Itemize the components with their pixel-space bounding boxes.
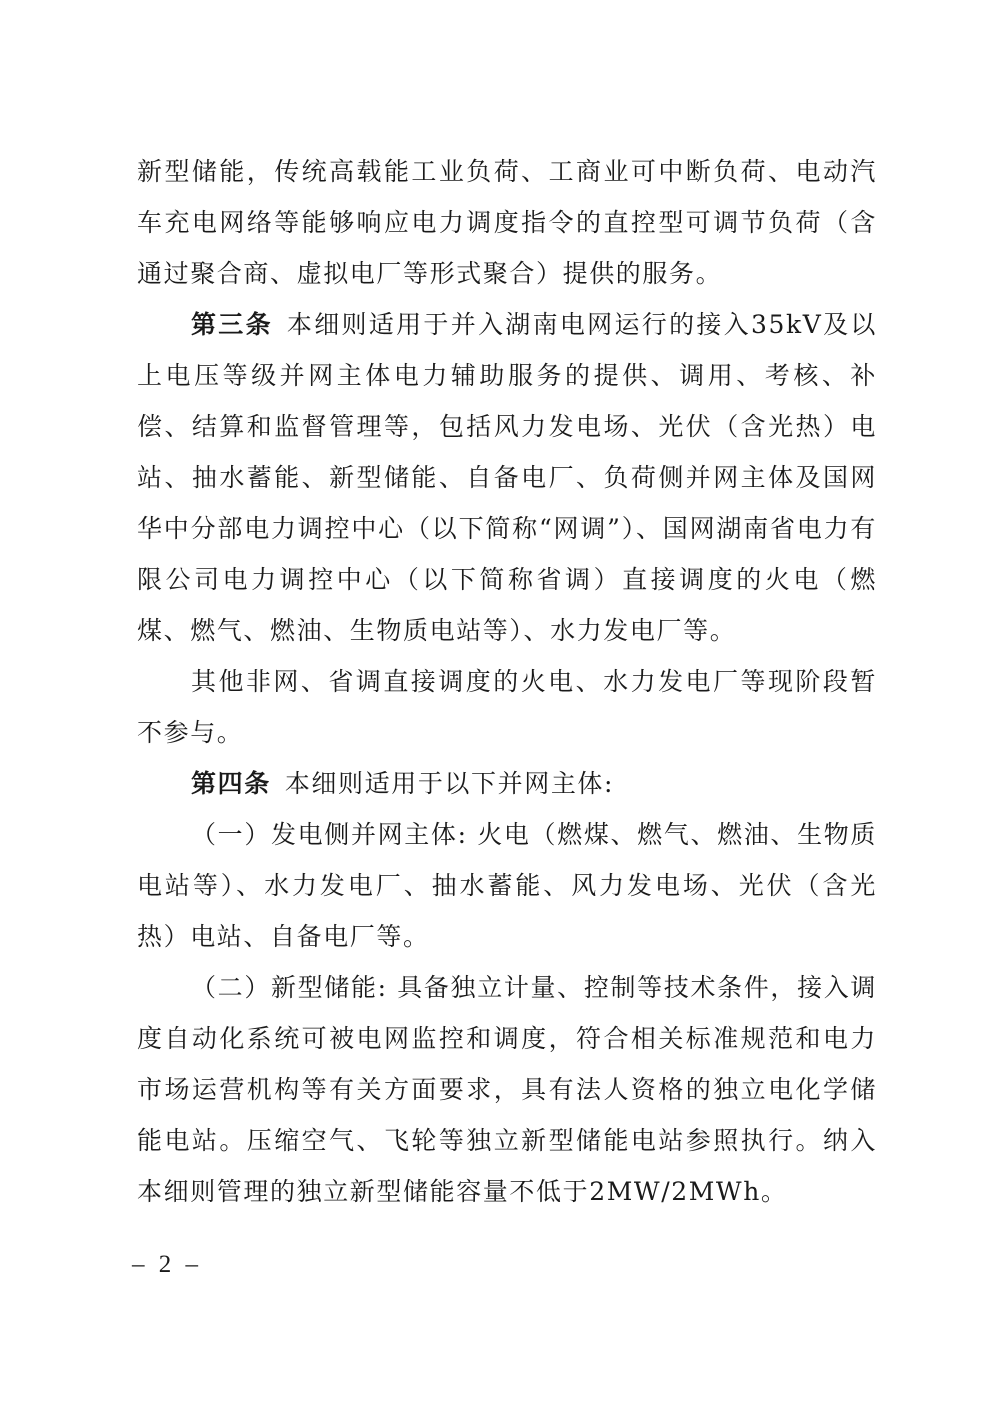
paragraph-text: （一）发电侧并网主体: 火电（燃煤、燃气、燃油、生物质电站等）、水力发电厂、抽水蓄能、风力发电场、光伏（含光热）电站、自备电厂等。 [137, 820, 877, 951]
paragraph-exclusion [137, 656, 877, 758]
paragraph-text: 本细则适用于以下并网主体: [284, 769, 615, 798]
page-number: – 2 – [132, 1251, 202, 1278]
paragraph-text: 新型储能，传统高载能工业负荷、工商业可中断负荷、电动汽车充电网络等能够响应电力调度指令的直控型可调节负荷（含通过聚合商、虚拟电厂等形式聚合）提供的服务。 [137, 157, 877, 288]
item-generation-side [137, 809, 877, 962]
paragraph-text: （二）新型储能: 具备独立计量、控制等技术条件，接入调度自动化系统可被电网监控和调度，符合相关标准规范和电力市场运营机构等有关方面要求，具有法人资格的独立电化学储能电站。压缩空气、飞轮等独立新型储能电站参照执行。纳入本细则管理的独立新型储能容量不低于2MW/2MWh。 [137, 973, 877, 1206]
paragraph-continuation [137, 146, 877, 299]
article-label: 第四条 [191, 769, 271, 798]
document-body [137, 146, 877, 1217]
paragraph-text: 其他非网、省调直接调度的火电、水力发电厂等现阶段暂不参与。 [137, 667, 877, 747]
paragraph-text: 本细则适用于并入湖南电网运行的接入35kV及以上电压等级并网主体电力辅助服务的提供、调用、考核、补偿、结算和监督管理等，包括风力发电场、光伏（含光热）电站、抽水蓄能、新型储能、自备电厂、负荷侧并网主体及国网华中分部电力调控中心（以下简称“网调”）、国网湖南省电力有限公司电力调控中心（以下简称省调）直接调度的火电（燃煤、燃气、燃油、生物质电站等）、水力发电厂等。 [137, 310, 877, 645]
article-label: 第三条 [191, 310, 273, 339]
item-new-storage [137, 962, 877, 1217]
article-four [137, 758, 877, 809]
article-three [137, 299, 877, 656]
